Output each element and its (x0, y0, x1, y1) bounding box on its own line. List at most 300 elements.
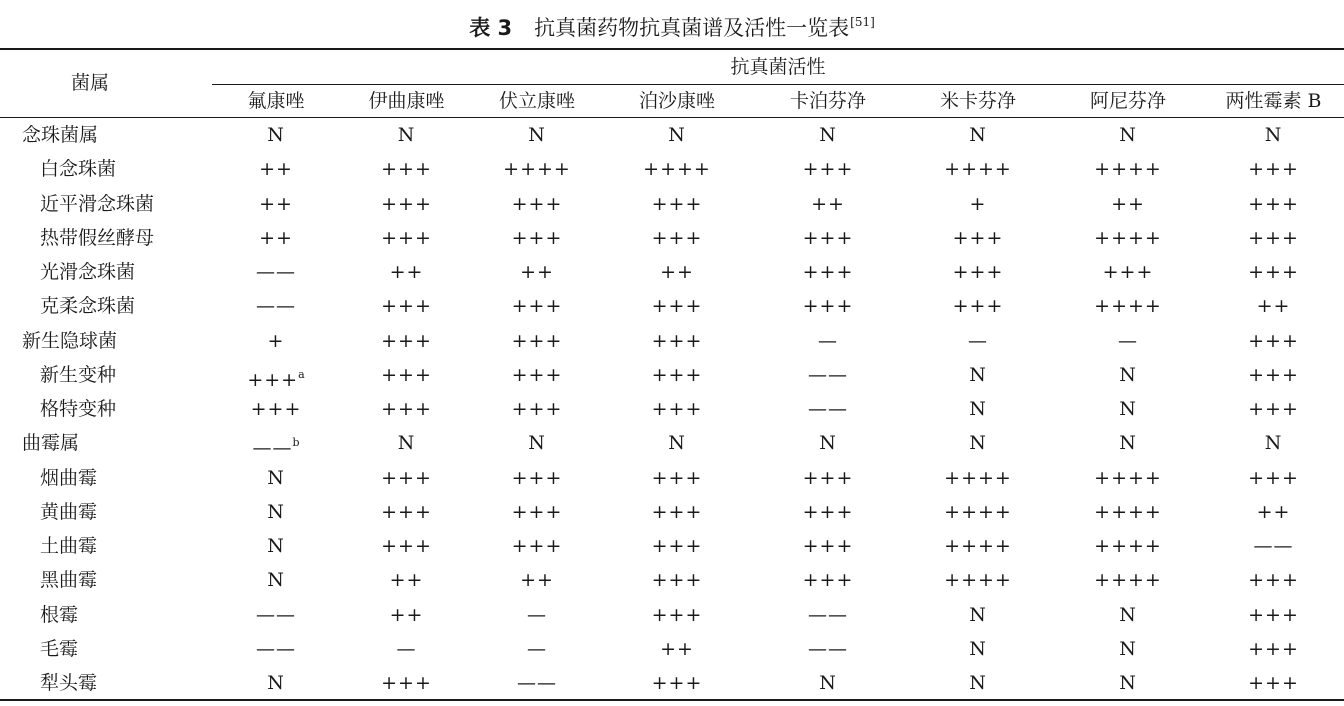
table-row (0, 495, 1344, 529)
cell-value: N (267, 500, 285, 523)
table-cell (601, 392, 753, 426)
table-cell (903, 461, 1053, 495)
cell-value: N (1119, 432, 1137, 455)
table-cell (903, 187, 1053, 221)
cell-value: N (1264, 432, 1283, 455)
table-cell (1053, 221, 1203, 255)
cell-value: N (819, 672, 837, 694)
table-cell (903, 598, 1053, 632)
table-cell (212, 324, 340, 358)
table-cell (903, 563, 1053, 597)
table-cell (340, 392, 473, 426)
table-cell (1053, 118, 1203, 152)
table-cell (212, 666, 340, 700)
row-label: 新生变种 (40, 363, 117, 386)
table-row (0, 118, 1344, 152)
table-cell (340, 118, 473, 152)
cell-value: +++ (247, 368, 299, 391)
cell-value: +++ (802, 226, 854, 249)
cell-value: +++ (1248, 672, 1299, 694)
cell-value: N (267, 466, 285, 489)
cell-value: N (1119, 672, 1137, 694)
table-cell (903, 289, 1053, 323)
table-cell (1203, 392, 1344, 426)
column-header-drug: 泊沙康唑 (638, 90, 715, 112)
cell-value: +++ (381, 192, 432, 215)
table-cell (473, 529, 601, 563)
cell-value: N (1119, 124, 1137, 146)
table-cell (1203, 495, 1344, 529)
cell-value: ++ (660, 637, 694, 660)
cell-value: N (397, 124, 416, 146)
table-cell (753, 221, 903, 255)
cell-value: +++ (651, 500, 703, 523)
row-label: 曲霉属 (22, 432, 80, 455)
cell-value: N (528, 124, 546, 146)
table-cell (340, 324, 473, 358)
cell-value: +++ (381, 466, 432, 489)
table-cell (340, 426, 473, 460)
table-cell (212, 563, 340, 597)
cell-value: +++ (1102, 261, 1154, 283)
table-cell (212, 358, 340, 392)
table-cell (1203, 324, 1344, 358)
table-row (0, 426, 1344, 460)
table-cell (473, 221, 601, 255)
table-row (0, 461, 1344, 495)
table-cell (212, 289, 340, 323)
cell-value: ++ (520, 569, 554, 592)
cell-value: —— (252, 437, 293, 460)
table-cell (473, 392, 601, 426)
table-cell (212, 461, 340, 495)
cell-value: —— (808, 398, 848, 420)
cell-value: +++ (952, 226, 1004, 249)
table-cell (1053, 666, 1203, 700)
cell-value: ++ (811, 192, 845, 215)
cell-value: ++ (259, 226, 293, 249)
cell-value: ++++ (944, 569, 1012, 592)
cell-value: +++ (381, 226, 432, 249)
table-cell (601, 495, 753, 529)
table-cell (903, 426, 1053, 460)
cell-value: +++ (651, 535, 703, 557)
cell-value: ++ (1256, 295, 1291, 318)
table-cell (1203, 563, 1344, 597)
cell-value: +++ (651, 192, 703, 215)
cell-value: N (267, 535, 285, 557)
cell-value: N (267, 124, 285, 146)
cell-value: +++ (1248, 398, 1299, 420)
table-cell (1203, 461, 1344, 495)
cell-value: N (668, 432, 686, 455)
cell-value: +++ (802, 500, 854, 523)
cell-value: ++ (1256, 500, 1291, 523)
table-cell (1203, 666, 1344, 700)
table-cell (1053, 255, 1203, 289)
table-cell (1053, 289, 1203, 323)
cell-value: +++ (381, 398, 432, 420)
table-cell (753, 358, 903, 392)
cell-value: +++ (802, 569, 854, 592)
cell-value: +++ (651, 329, 703, 352)
cell-value: ++ (389, 261, 424, 283)
cell-value: —— (256, 603, 296, 626)
table-cell (1203, 221, 1344, 255)
table-cell (473, 118, 601, 152)
cell-value: ++++ (1094, 226, 1162, 249)
table-cell (1053, 461, 1203, 495)
cell-value: +++ (381, 535, 432, 557)
column-header-drug: 阿尼芬净 (1089, 90, 1166, 112)
cell-value: +++ (511, 295, 563, 318)
table-body (0, 118, 1344, 700)
table-cell (212, 495, 340, 529)
cell-value: ++++ (1094, 158, 1162, 181)
cell-value: +++ (381, 672, 432, 694)
table-cell (1203, 255, 1344, 289)
table-row (0, 324, 1344, 358)
cell-value: N (668, 124, 686, 146)
cell-value: +++ (511, 535, 563, 557)
table-cell (1053, 187, 1203, 221)
cell-value: ++++ (1094, 535, 1162, 557)
table-cell (753, 255, 903, 289)
table-row (0, 632, 1344, 666)
cell-value: + (969, 192, 987, 215)
cell-value: +++ (1248, 637, 1299, 660)
table-cell (601, 118, 753, 152)
table-cell (601, 255, 753, 289)
cell-value: +++ (651, 672, 703, 694)
cell-value: +++ (952, 295, 1004, 318)
table-cell (1203, 358, 1344, 392)
cell-value: +++ (651, 398, 703, 420)
table-cell (753, 187, 903, 221)
cell-value: +++ (381, 363, 432, 386)
table-cell (1203, 289, 1344, 323)
cell-value: +++ (802, 535, 854, 557)
row-label: 格特变种 (40, 398, 117, 420)
cell-value: +++ (651, 226, 703, 249)
cell-value: +++ (1248, 226, 1299, 249)
cell-value: +++ (511, 500, 563, 523)
cell-value: — (818, 329, 838, 352)
row-label: 念珠菌属 (22, 124, 99, 146)
table-cell (903, 666, 1053, 700)
table-cell (753, 495, 903, 529)
table-cell (601, 358, 753, 392)
footnote-marker: b (292, 436, 300, 450)
cell-value: — (527, 637, 547, 660)
cell-value: ++ (389, 569, 424, 592)
cell-value: N (1119, 603, 1137, 626)
table-cell (903, 118, 1053, 152)
table-cell (340, 152, 473, 186)
cell-value: ++ (520, 261, 554, 283)
table-cell (1053, 358, 1203, 392)
cell-value: +++ (381, 158, 432, 181)
cell-value: ++++ (944, 500, 1012, 523)
table-cell (753, 324, 903, 358)
table-cell (601, 221, 753, 255)
cell-value: ++ (389, 603, 424, 626)
row-label: 土曲霉 (40, 535, 98, 557)
table-caption (0, 0, 1344, 44)
table-cell (340, 289, 473, 323)
table-cell (903, 632, 1053, 666)
table-cell (601, 598, 753, 632)
cell-value: N (397, 432, 416, 455)
table-cell (753, 598, 903, 632)
row-label: 烟曲霉 (40, 466, 98, 489)
row-label: 毛霉 (40, 637, 79, 660)
cell-value: — (527, 603, 547, 626)
cell-value: ++ (660, 261, 694, 283)
table-cell (903, 392, 1053, 426)
table-cell (212, 632, 340, 666)
table-row (0, 563, 1344, 597)
cell-value: ++++ (944, 158, 1012, 181)
cell-value: ++++ (1094, 466, 1162, 489)
table-row (0, 289, 1344, 323)
table-row (0, 598, 1344, 632)
cell-value: +++ (802, 466, 854, 489)
table-row (0, 666, 1344, 700)
table-cell (753, 666, 903, 700)
table-cell (903, 152, 1053, 186)
table-cell (212, 426, 340, 460)
cell-value: N (267, 569, 285, 592)
row-label: 光滑念珠菌 (40, 261, 136, 283)
table-cell (601, 324, 753, 358)
table-cell (340, 666, 473, 700)
table-cell (473, 255, 601, 289)
table-cell (1203, 598, 1344, 632)
table-row (0, 358, 1344, 392)
column-header-drug: 伏立康唑 (498, 90, 575, 112)
row-label: 新生隐球菌 (22, 329, 118, 352)
table-cell (601, 563, 753, 597)
cell-value: +++ (802, 158, 854, 181)
table-cell (753, 289, 903, 323)
table-cell (1053, 392, 1203, 426)
cell-value: +++ (381, 295, 432, 318)
cell-value: —— (256, 261, 296, 283)
row-label: 犁头霉 (40, 672, 98, 694)
table-cell (340, 563, 473, 597)
table-cell (903, 221, 1053, 255)
cell-value: +++ (1248, 329, 1299, 352)
cell-value: ++ (259, 158, 293, 181)
table-cell (903, 324, 1053, 358)
table-cell (473, 666, 601, 700)
table-number: 表 3 (469, 16, 513, 40)
table-cell (1203, 187, 1344, 221)
cell-value: N (819, 124, 837, 146)
cell-value: N (1264, 124, 1283, 146)
table-cell (340, 221, 473, 255)
cell-value: ++++ (1094, 500, 1162, 523)
table-cell (473, 632, 601, 666)
reference-marker: [51] (850, 15, 875, 29)
cell-value: +++ (651, 295, 703, 318)
table-cell (473, 495, 601, 529)
row-label: 白念珠菌 (40, 158, 117, 181)
cell-value: +++ (1248, 261, 1299, 283)
cell-value: N (969, 637, 987, 660)
table-cell (340, 358, 473, 392)
row-label: 黄曲霉 (40, 500, 98, 523)
table-row (0, 152, 1344, 186)
column-header-drug: 米卡芬净 (939, 90, 1016, 112)
cell-value: —— (808, 637, 848, 660)
row-label: 黑曲霉 (40, 569, 98, 592)
table-cell (753, 563, 903, 597)
cell-value: +++ (250, 398, 302, 420)
cell-value: +++ (651, 363, 703, 386)
column-header-drug: 卡泊芬净 (789, 90, 866, 112)
column-header-drug: 伊曲康唑 (368, 90, 445, 112)
cell-value: —— (517, 672, 557, 694)
table-row (0, 221, 1344, 255)
table-cell (601, 187, 753, 221)
table-cell (1053, 598, 1203, 632)
table-cell (1203, 118, 1344, 152)
column-group-header: 抗真菌活性 (730, 56, 826, 78)
table-cell (601, 426, 753, 460)
cell-value: — (968, 329, 988, 352)
table-cell (903, 495, 1053, 529)
table-cell (753, 152, 903, 186)
cell-value: ++++ (1094, 569, 1162, 592)
table-row (0, 392, 1344, 426)
cell-value: — (1118, 329, 1138, 352)
table-cell (340, 598, 473, 632)
table-cell (1053, 563, 1203, 597)
table-cell (212, 118, 340, 152)
table-cell (1203, 426, 1344, 460)
cell-value: —— (1253, 535, 1294, 557)
cell-value: +++ (381, 329, 432, 352)
table-cell (1203, 529, 1344, 563)
table-cell (753, 392, 903, 426)
row-label: 热带假丝酵母 (40, 226, 155, 249)
cell-value: — (396, 637, 417, 660)
table-cell (753, 461, 903, 495)
table-row (0, 187, 1344, 221)
cell-value: N (1119, 363, 1137, 386)
table-cell (903, 255, 1053, 289)
table-cell (1053, 324, 1203, 358)
cell-value: +++ (511, 466, 563, 489)
cell-value: +++ (1248, 363, 1299, 386)
table-cell (601, 289, 753, 323)
table-cell (601, 461, 753, 495)
cell-value: N (969, 672, 987, 694)
table-cell (1053, 495, 1203, 529)
table-cell (212, 598, 340, 632)
cell-value: +++ (1248, 603, 1299, 626)
table-cell (1053, 426, 1203, 460)
table-cell (340, 529, 473, 563)
cell-value: ++++ (643, 158, 711, 181)
cell-value: N (969, 363, 987, 386)
table-cell (212, 392, 340, 426)
table-cell (340, 187, 473, 221)
table-cell (753, 118, 903, 152)
cell-value: + (267, 329, 285, 352)
table-cell (753, 426, 903, 460)
cell-value: +++ (1248, 158, 1299, 181)
table-cell (903, 529, 1053, 563)
table-cell (1053, 632, 1203, 666)
cell-value: +++ (511, 329, 563, 352)
table-cell (212, 221, 340, 255)
table-cell (601, 529, 753, 563)
table-cell (1053, 152, 1203, 186)
row-label: 根霉 (40, 603, 79, 626)
table-cell (1203, 632, 1344, 666)
cell-value: +++ (381, 500, 432, 523)
cell-value: +++ (802, 295, 854, 318)
cell-value: N (969, 398, 987, 420)
table-cell (601, 152, 753, 186)
table-row (0, 255, 1344, 289)
cell-value: ++ (1111, 192, 1145, 215)
cell-value: N (1119, 398, 1137, 420)
cell-value: N (969, 124, 987, 146)
cell-value: +++ (651, 466, 703, 489)
table-cell (753, 632, 903, 666)
table-cell (903, 358, 1053, 392)
table-cell (473, 426, 601, 460)
cell-value: +++ (952, 261, 1004, 283)
cell-value: —— (808, 603, 848, 626)
table-cell (212, 255, 340, 289)
row-label: 近平滑念珠菌 (40, 192, 155, 215)
table-cell (473, 152, 601, 186)
table-cell (473, 358, 601, 392)
cell-value: +++ (1248, 192, 1299, 215)
table-cell (340, 632, 473, 666)
cell-value: —— (256, 295, 296, 318)
cell-value: ++++ (1094, 295, 1162, 318)
table-cell (473, 187, 601, 221)
cell-value: +++ (1248, 466, 1299, 489)
cell-value: —— (256, 637, 296, 660)
table-cell (212, 152, 340, 186)
footnote-marker: a (298, 367, 305, 381)
cell-value: +++ (651, 603, 703, 626)
table-cell (340, 495, 473, 529)
cell-value: N (528, 432, 546, 455)
cell-value: +++ (651, 569, 703, 592)
cell-value: +++ (511, 363, 563, 386)
table-cell (212, 529, 340, 563)
cell-value: ++++ (944, 535, 1012, 557)
table-cell (212, 187, 340, 221)
cell-value: +++ (511, 226, 563, 249)
table-cell (753, 529, 903, 563)
cell-value: ++++ (944, 466, 1012, 489)
column-header-drug: 两性霉素 B (1225, 90, 1322, 112)
cell-value: N (267, 672, 285, 694)
cell-value: ++ (259, 192, 293, 215)
column-header-drug: 氟康唑 (247, 90, 305, 112)
cell-value: N (969, 432, 987, 455)
cell-value: N (969, 603, 987, 626)
